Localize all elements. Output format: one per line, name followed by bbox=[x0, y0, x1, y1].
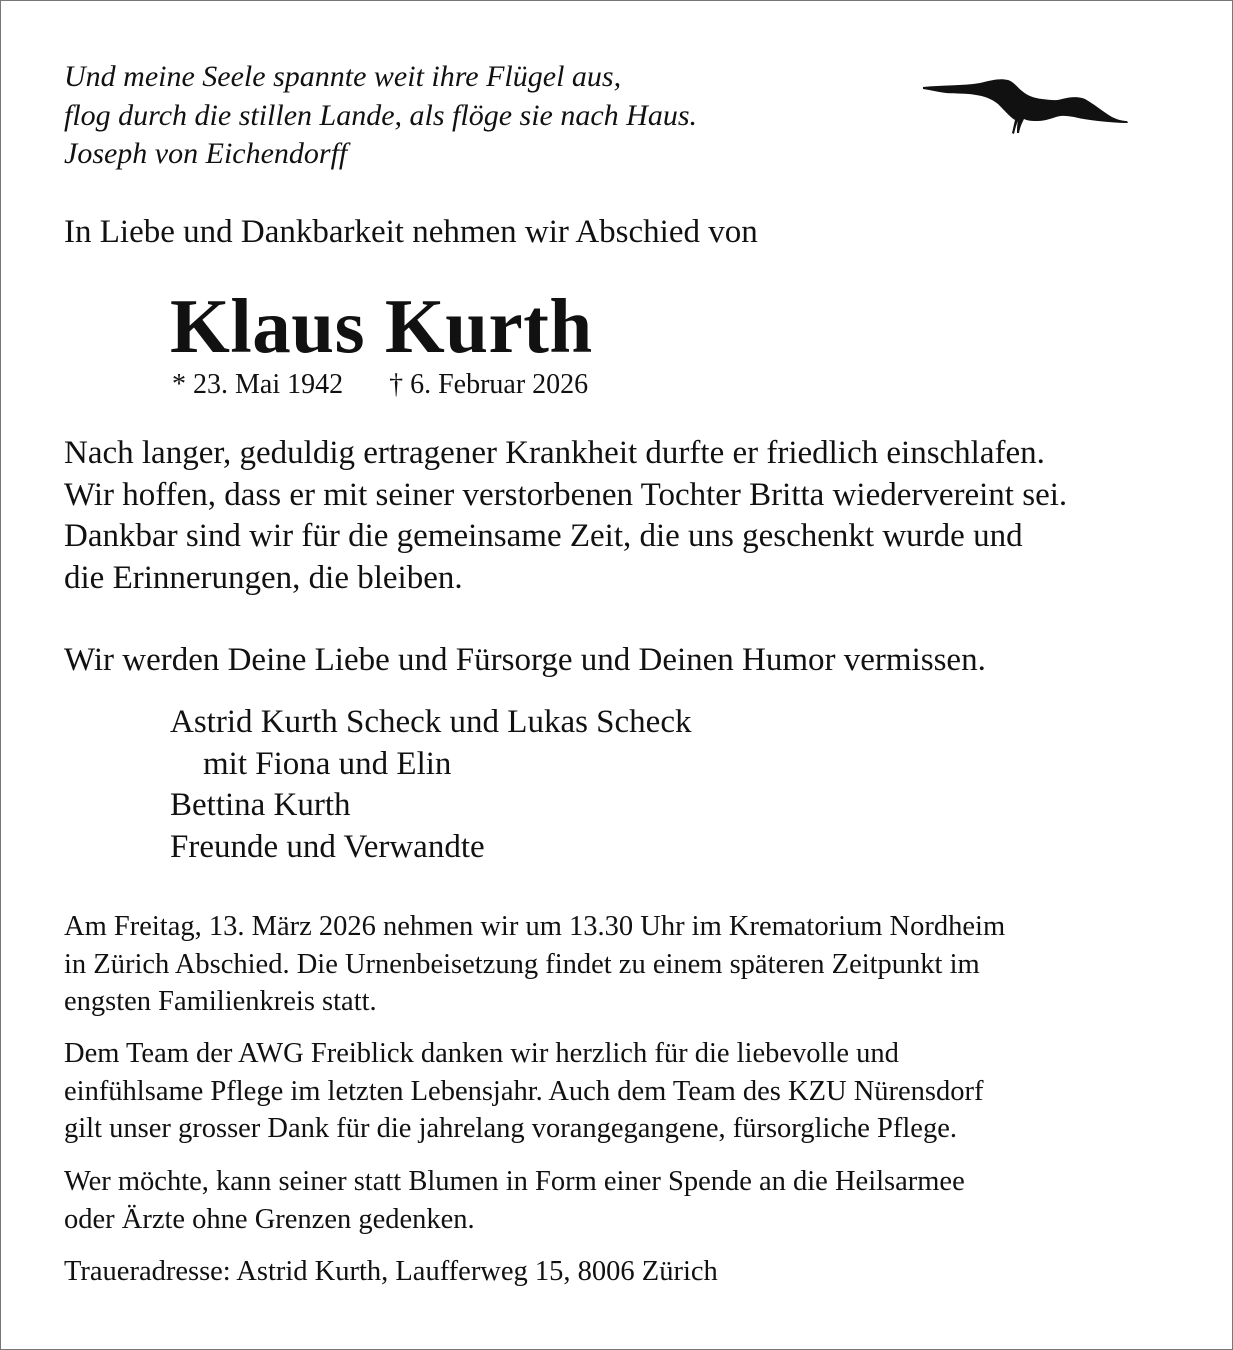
death-date: † 6. Februar 2026 bbox=[389, 369, 589, 400]
farewell-intro: In Liebe und Dankbarkeit nehmen wir Abschied von bbox=[64, 214, 758, 250]
notice-line: Am Freitag, 13. März 2026 nehmen wir um 13.30 Uhr im Krematorium Nordheim bbox=[64, 911, 1006, 942]
text-line: Nach langer, geduldig ertragener Krankheit durfte er friedlich einschlafen. bbox=[64, 435, 1045, 471]
notice-line: in Zürich Abschied. Die Urnenbeisetzung findet zu einem späteren Zeitpunkt im bbox=[64, 948, 980, 980]
mourners-list bbox=[170, 702, 691, 868]
mourner-entry: Bettina Kurth bbox=[170, 787, 351, 823]
notice-line: Dem Team der AWG Freiblick danken wir herzlich für die liebevolle und bbox=[64, 1038, 899, 1069]
text-line: Dankbar sind wir für die gemeinsame Zeit, die uns geschenkt wurde und bbox=[64, 518, 1023, 554]
notice-line: oder Ärzte ohne Grenzen gedenken. bbox=[64, 1203, 475, 1235]
mourner-entry: Astrid Kurth Scheck und Lukas Scheck bbox=[170, 704, 692, 740]
notice-line: einfühlsame Pflege im letzten Lebensjahr. Auch dem Team des KZU Nürensdorf bbox=[64, 1075, 984, 1107]
quote-line: flog durch die stillen Lande, als flöge sie nach Haus. bbox=[64, 98, 698, 132]
text-line: die Erinnerungen, die bleiben. bbox=[64, 559, 463, 596]
mourner-entry: Freunde und Verwandte bbox=[170, 828, 485, 865]
ceremony-notice bbox=[64, 908, 1005, 1021]
notice-line: Wer möchte, kann seiner statt Blumen in Form einer Spende an die Heilsarmee bbox=[64, 1166, 965, 1197]
quote-line: Und meine Seele spannte weit ihre Flügel aus, bbox=[64, 60, 622, 93]
deceased-name: Klaus Kurth bbox=[170, 283, 593, 369]
thanks-notice bbox=[64, 1035, 984, 1148]
birth-date: * 23. Mai 1942 bbox=[172, 369, 344, 400]
text-line: Wir hoffen, dass er mit seiner verstorbenen Tochter Britta wiedervereint sei. bbox=[64, 476, 1068, 513]
poem-quote bbox=[64, 58, 697, 174]
obituary-text bbox=[64, 433, 1067, 599]
life-dates bbox=[172, 367, 588, 403]
miss-statement: Wir werden Deine Liebe und Fürsorge und Deinen Humor vermissen. bbox=[64, 642, 986, 678]
mourning-address: Traueradresse: Astrid Kurth, Laufferweg 15, 8006 Zürich bbox=[64, 1256, 718, 1287]
quote-author: Joseph von Eichendorff bbox=[64, 137, 348, 170]
donation-notice bbox=[64, 1163, 965, 1238]
mourner-entry: mit Fiona und Elin bbox=[203, 745, 452, 782]
bird-icon bbox=[922, 77, 1128, 137]
notice-line: engsten Familienkreis statt. bbox=[64, 986, 377, 1017]
notice-line: gilt unser grosser Dank für die jahrelang vorangegangene, fürsorgliche Pflege. bbox=[64, 1113, 957, 1144]
